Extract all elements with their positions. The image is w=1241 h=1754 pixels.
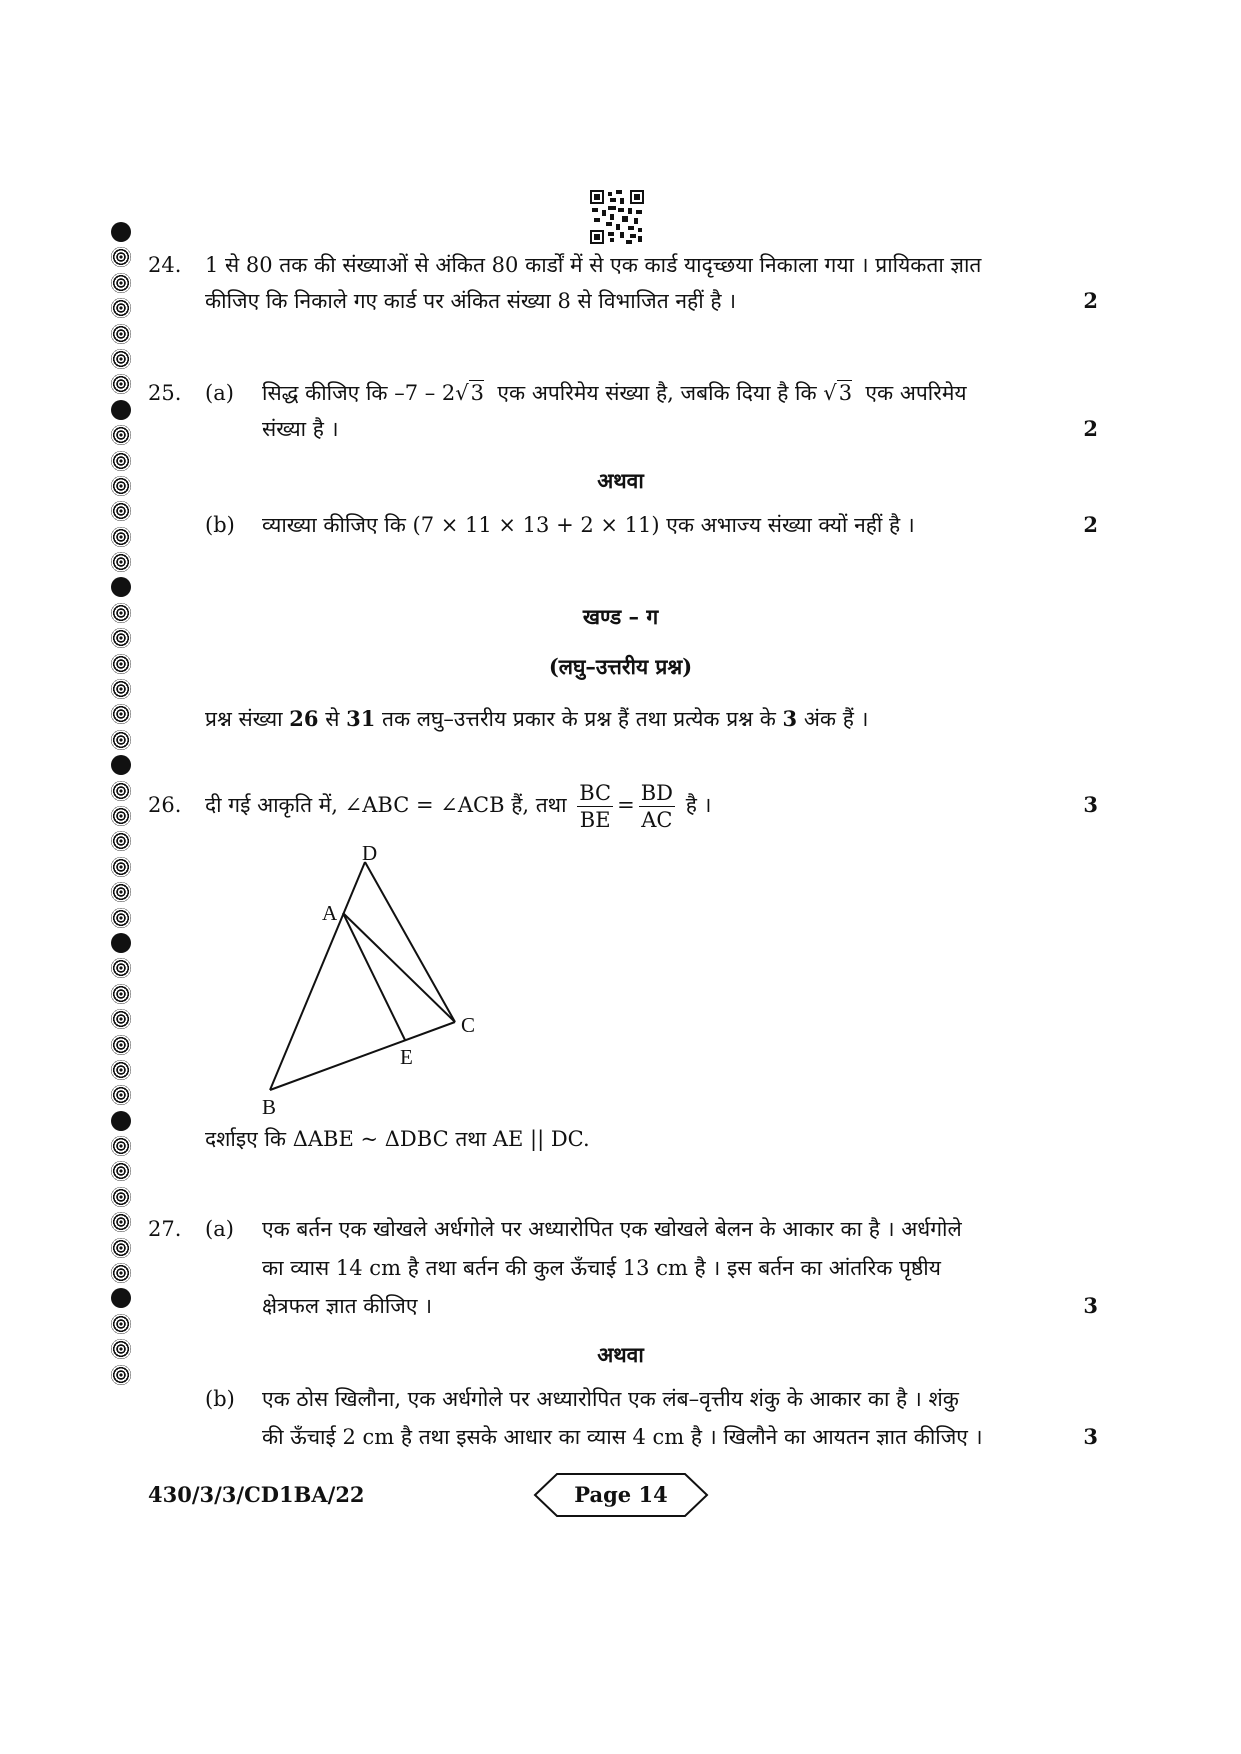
margin-ring-icon: [111, 273, 131, 293]
question-25-number: 25.: [148, 381, 182, 405]
question-25a-part-1: सिद्ध कीजिए कि –7 – 2: [262, 381, 456, 405]
question-26-number: 26.: [148, 793, 182, 817]
question-24-line-1: 1 से 80 तक की संख्याओं से अंकित 80 कार्डों में से एक कार्ड यादृच्छया निकाला गया । प्रायिकता ज्ञात: [205, 253, 982, 277]
margin-ring-icon: [111, 704, 131, 724]
margin-ring-icon: [111, 577, 131, 597]
margin-ring-icon: [111, 1339, 131, 1359]
sqrt-icon: √: [823, 381, 837, 405]
paper-code: 430/3/3/CD1BA/22: [148, 1482, 365, 1507]
section-title: खण्ड – ग: [582, 604, 659, 629]
margin-ring-icon: [111, 603, 131, 623]
margin-ring-icon: [111, 451, 131, 471]
fraction-2-denominator: AC: [641, 808, 673, 832]
question-25a-root-2: 3: [838, 381, 853, 405]
margin-ring-icon: [111, 298, 131, 318]
fraction-1-denominator: BE: [579, 808, 611, 832]
margin-ring-icon: [111, 324, 131, 344]
point-b-label: B: [262, 1095, 277, 1119]
question-27a-line-2: का व्यास 14 cm है तथा बर्तन की कुल ऊँचाई 13 cm है । इस बर्तन का आंतरिक पृष्ठीय: [262, 1256, 941, 1280]
margin-ring-icon: [111, 1238, 131, 1258]
question-26-text-1: दी गई आकृति में, ∠ABC = ∠ACB हैं, तथा: [205, 793, 567, 817]
instruction-part-4: अंक हैं ।: [803, 707, 869, 731]
equals-sign: =: [617, 793, 635, 817]
question-26-text-2: है ।: [685, 793, 712, 817]
question-27b-label: (b): [205, 1387, 235, 1411]
margin-ring-icon: [111, 628, 131, 648]
margin-ring-icon: [111, 1035, 131, 1055]
question-27b-line-2: की ऊँचाई 2 cm है तथा इसके आधार का व्यास 4 cm है । खिलौने का आयतन ज्ञात कीजिए ।: [262, 1425, 983, 1449]
section-subtitle: (लघु–उत्तरीय प्रश्न): [548, 654, 693, 679]
margin-ring-icon: [111, 1314, 131, 1334]
margin-ring-icon: [111, 1060, 131, 1080]
point-d-label: D: [362, 841, 378, 865]
line-b-d: [270, 862, 365, 1090]
margin-ring-icon: [111, 1136, 131, 1156]
question-24-number: 24.: [148, 253, 182, 277]
margin-ring-icon: [111, 857, 131, 877]
margin-ring-icon: [111, 1288, 131, 1308]
margin-ring-icon: [111, 349, 131, 369]
question-27a-marks: 3: [1083, 1293, 1098, 1318]
margin-ring-icon: [111, 1187, 131, 1207]
margin-ring-icon: [111, 730, 131, 750]
margin-ring-icon: [111, 425, 131, 445]
fraction-1-numerator: BC: [579, 781, 612, 805]
question-25a-line-1: [262, 374, 967, 412]
line-d-c: [365, 862, 455, 1022]
margin-ring-icon: [111, 1009, 131, 1029]
question-27-number: 27.: [148, 1217, 182, 1241]
question-27a-line-1: एक बर्तन एक खोखले अर्धगोले पर अध्यारोपित एक खोखले बेलन के आकार का है । अर्धगोले: [262, 1217, 962, 1241]
line-a-e: [343, 913, 405, 1040]
margin-ring-icon: [111, 1111, 131, 1131]
section-instructions: [205, 700, 868, 738]
margin-ring-icon: [111, 476, 131, 496]
margin-ring-icon: [111, 679, 131, 699]
instruction-marks: 3: [782, 706, 798, 731]
margin-ring-icon: [111, 781, 131, 801]
margin-ring-icon: [111, 908, 131, 928]
margin-ring-icon: [111, 882, 131, 902]
fraction-2-numerator: BD: [640, 781, 673, 805]
margin-ring-icon: [111, 1212, 131, 1232]
margin-ring-icon: [111, 1365, 131, 1385]
instruction-from: 26: [289, 706, 319, 731]
fraction-bd-ac: [639, 780, 675, 833]
instruction-part-2: से: [325, 707, 340, 731]
question-24-line-2: कीजिए कि निकाले गए कार्ड पर अंकित संख्या 8 से विभाजित नहीं है ।: [205, 289, 737, 313]
question-27b-line-1: एक ठोस खिलौना, एक अर्धगोले पर अध्यारोपित एक लंब–वृत्तीय शंकु के आकार का है । शंकु: [262, 1387, 959, 1411]
question-25a-part-3: एक अपरिमेय: [865, 381, 967, 405]
margin-ring-icon: [111, 222, 131, 242]
point-a-label: A: [322, 901, 338, 925]
margin-ring-icon: [111, 501, 131, 521]
question-26-show: दर्शाइए कि ΔABE ~ ΔDBC तथा AE || DC.: [205, 1127, 590, 1151]
margin-ring-icon: [111, 806, 131, 826]
question-25a-marks: 2: [1083, 416, 1098, 441]
margin-ring-icon: [111, 984, 131, 1004]
sqrt-icon: √: [455, 381, 469, 405]
question-25b-label: (b): [205, 513, 235, 537]
question-27a-line-3: क्षेत्रफल ज्ञात कीजिए ।: [262, 1294, 433, 1318]
line-a-c: [343, 913, 455, 1022]
question-25b-text: व्याख्या कीजिए कि (7 × 11 × 13 + 2 × 11) एक अभाज्य संख्या क्यों नहीं है ।: [262, 513, 915, 537]
margin-ring-icon: [111, 247, 131, 267]
qr-code: [590, 190, 644, 244]
margin-ring-icon: [111, 755, 131, 775]
margin-ring-icon: [111, 933, 131, 953]
margin-ring-icon: [111, 400, 131, 420]
instruction-to: 31: [346, 706, 376, 731]
margin-ring-icon: [111, 1085, 131, 1105]
margin-ring-icon: [111, 654, 131, 674]
point-e-label: E: [400, 1045, 413, 1069]
question-25b-marks: 2: [1083, 512, 1098, 537]
question-25a-label: (a): [205, 381, 234, 405]
question-25a-part-2: एक अपरिमेय संख्या है, जबकि दिया है कि: [497, 381, 817, 405]
fraction-bc-be: [577, 780, 613, 833]
instruction-part-1: प्रश्न संख्या: [205, 707, 283, 731]
margin-ring-icon: [111, 1263, 131, 1283]
triangle-figure: [240, 835, 500, 1120]
point-c-label: C: [461, 1013, 476, 1037]
margin-ring-strip: [108, 222, 134, 1390]
question-25a-line-2: संख्या है ।: [262, 417, 339, 441]
question-25-or: अथवा: [597, 468, 644, 493]
margin-ring-icon: [111, 374, 131, 394]
question-26-marks: 3: [1083, 792, 1098, 817]
line-b-c: [270, 1022, 455, 1090]
question-26-statement: [205, 778, 711, 833]
question-27b-marks: 3: [1083, 1424, 1098, 1449]
margin-ring-icon: [111, 831, 131, 851]
question-24-marks: 2: [1083, 288, 1098, 313]
question-27-or: अथवा: [597, 1342, 644, 1367]
instruction-part-3: तक लघु–उत्तरीय प्रकार के प्रश्न हैं तथा प्रत्येक प्रश्न के: [382, 707, 776, 731]
margin-ring-icon: [111, 552, 131, 572]
margin-ring-icon: [111, 527, 131, 547]
question-25a-root-1: 3: [470, 381, 485, 405]
page-number: Page 14: [574, 1482, 668, 1507]
margin-ring-icon: [111, 958, 131, 978]
question-27a-label: (a): [205, 1217, 234, 1241]
margin-ring-icon: [111, 1161, 131, 1181]
